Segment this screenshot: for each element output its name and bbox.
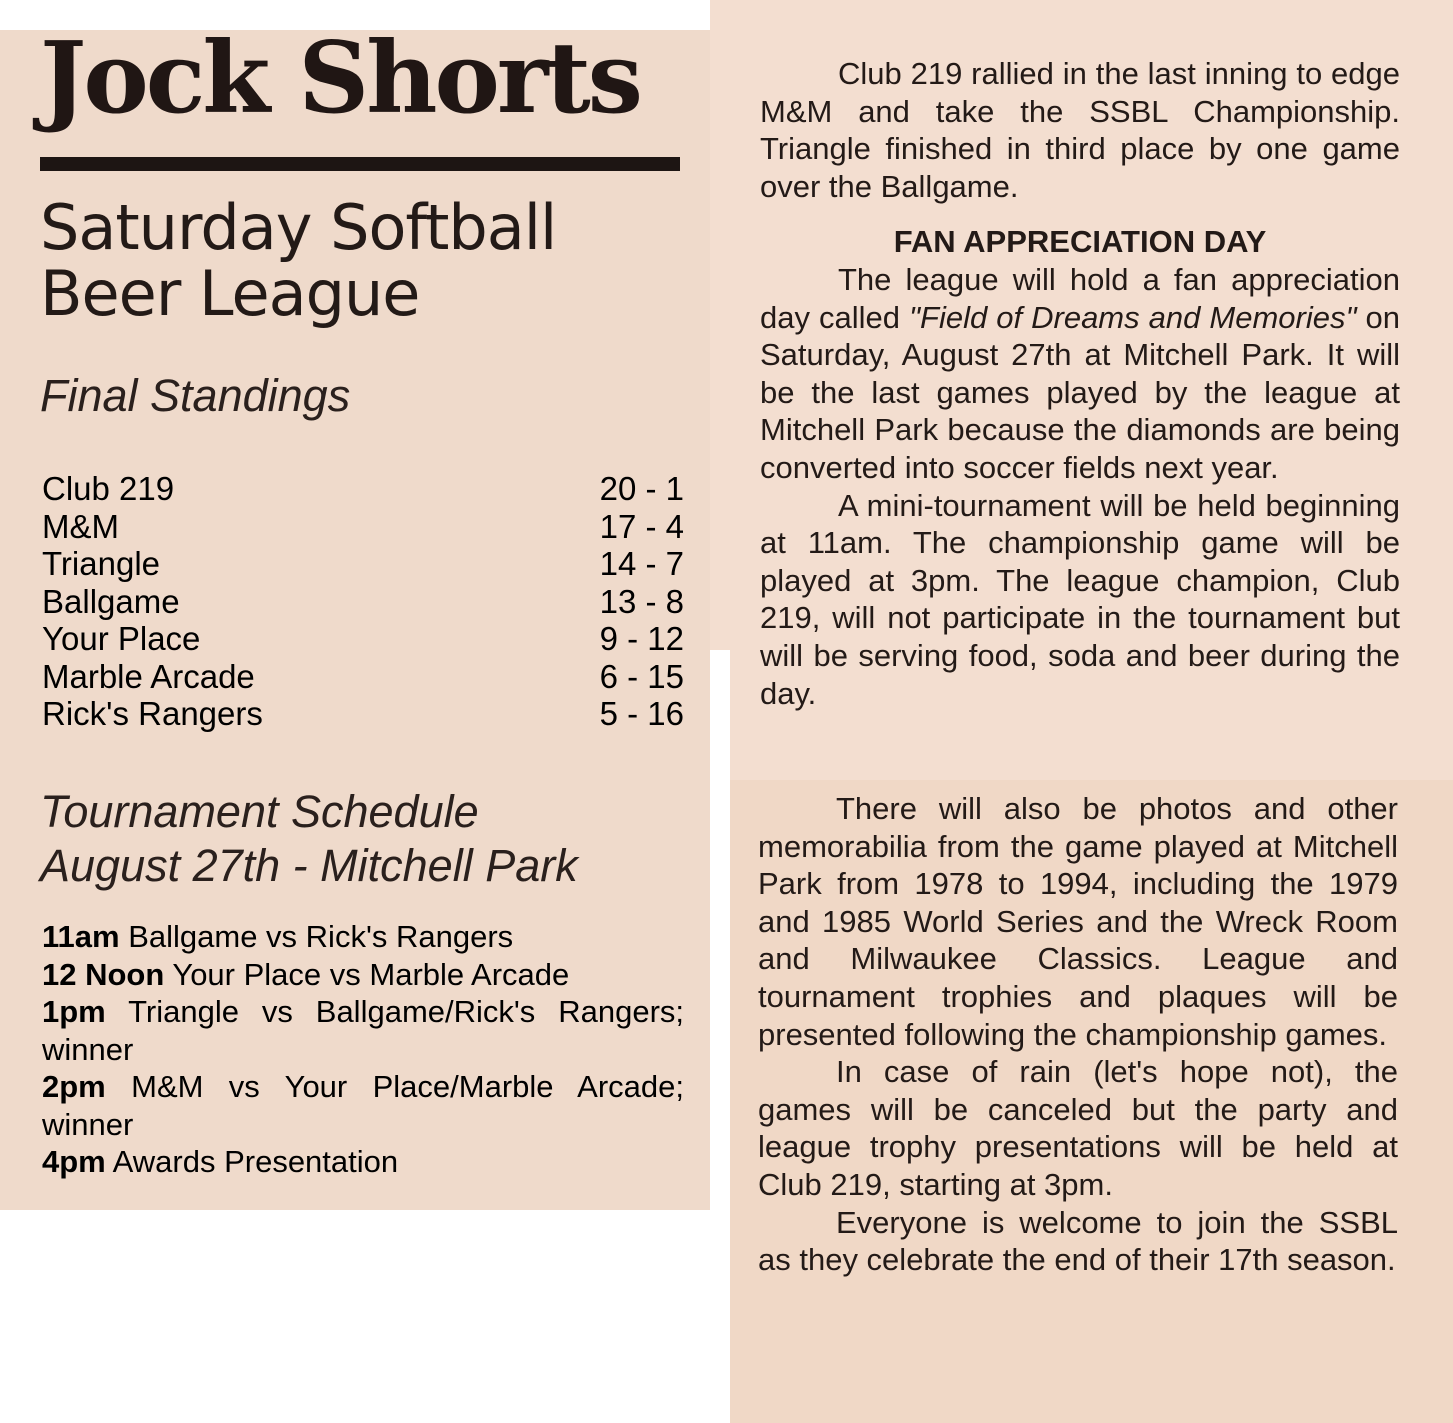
team-record: 14 - 7 bbox=[599, 545, 684, 582]
schedule-event: Triangle vs Ballgame/Rick's Rangers; winner bbox=[42, 994, 685, 1067]
schedule-item bbox=[42, 956, 684, 994]
standings-row bbox=[42, 583, 684, 621]
memorabilia-paragraph: There will also be photos and other memorabilia from the game played at Mitchell Park from 1978 to 1994, including the 1979 and 1985 World Series and the Wreck Room and Milwaukee Classics. League and tournament trophies and plaques will be presented following the championship games. bbox=[758, 791, 1398, 1052]
team-name: Rick's Rangers bbox=[42, 695, 263, 732]
fan-day-paragraph-1 bbox=[760, 261, 1400, 487]
fan-day-paragraph-2: A mini-tournament will be held beginning at 11am. The championship game will be played at 3pm. The league champion, Club 219, will not participate in the tournament but will be serving food, soda and beer during the day. bbox=[760, 487, 1400, 711]
schedule-event: M&M vs Your Place/Marble Arcade; winner bbox=[42, 1069, 685, 1142]
schedule-item bbox=[42, 918, 684, 956]
team-name: M&M bbox=[42, 507, 119, 545]
article-bottom-column bbox=[758, 790, 1398, 1279]
fan-day-heading: FAN APPRECIATION DAY bbox=[893, 224, 1267, 260]
schedule-item bbox=[42, 993, 684, 1068]
standings-row bbox=[42, 508, 684, 546]
schedule-time: 1pm bbox=[42, 994, 106, 1029]
team-name: Triangle bbox=[42, 545, 160, 582]
standings-row bbox=[42, 620, 684, 658]
standings-row bbox=[42, 695, 684, 733]
clipping-gap bbox=[710, 650, 730, 780]
team-name: Ballgame bbox=[42, 582, 180, 620]
schedule-event: Awards Presentation bbox=[112, 1144, 399, 1179]
schedule-time: 11am bbox=[42, 919, 120, 954]
fan-p1-after: on Saturday, August 27th at Mitchell Park. It will be the last games played by the league at Mitchell Park because the diamonds are being converted into soccer fields next year. bbox=[760, 299, 1400, 485]
standings-row bbox=[42, 470, 684, 508]
masthead-title: Jock Shorts bbox=[40, 21, 640, 136]
team-record: 6 - 15 bbox=[599, 657, 684, 695]
event-title: "Field of Dreams and Memories" bbox=[909, 299, 1357, 335]
schedule-time: 4pm bbox=[42, 1144, 106, 1179]
standings-row bbox=[42, 658, 684, 696]
schedule-item bbox=[42, 1068, 684, 1143]
standings-row bbox=[42, 545, 684, 583]
team-name: Club 219 bbox=[42, 470, 175, 507]
schedule-list bbox=[42, 918, 684, 1181]
schedule-event: Your Place vs Marble Arcade bbox=[172, 956, 570, 992]
standings-heading: Final Standings bbox=[40, 370, 351, 421]
article-intro: Club 219 rallied in the last inning to edge M&M and take the SSBL Championship. Triangle finished in third place by one game over the Ballgame. bbox=[760, 56, 1400, 204]
closing-paragraph: Everyone is welcome to join the SSBL as they celebrate the end of their 17th season. bbox=[758, 1204, 1398, 1278]
masthead-rule bbox=[40, 157, 680, 171]
team-record: 17 - 4 bbox=[599, 507, 684, 545]
team-record: 20 - 1 bbox=[599, 470, 684, 507]
schedule-item bbox=[42, 1143, 684, 1181]
standings-table bbox=[42, 470, 684, 733]
team-name: Your Place bbox=[42, 620, 201, 657]
league-title: Saturday Softball Beer League bbox=[40, 191, 557, 330]
schedule-event: Ballgame vs Rick's Rangers bbox=[128, 919, 514, 954]
schedule-heading bbox=[40, 785, 700, 893]
schedule-heading-line1: Tournament Schedule bbox=[40, 786, 479, 837]
schedule-heading-line2: August 27th - Mitchell Park bbox=[40, 840, 578, 891]
team-record: 5 - 16 bbox=[599, 695, 684, 732]
team-name: Marble Arcade bbox=[42, 657, 255, 695]
schedule-time: 2pm bbox=[42, 1069, 106, 1104]
team-record: 13 - 8 bbox=[599, 582, 684, 620]
fan-p1-before: The league will hold a fan appreciation day called bbox=[760, 261, 1400, 335]
schedule-time: 12 Noon bbox=[42, 956, 165, 992]
team-record: 9 - 12 bbox=[599, 620, 684, 657]
rain-paragraph: In case of rain (let's hope not), the games will be canceled but the party and league trophy presentations will be held at Club 219, starting at 3pm. bbox=[758, 1054, 1398, 1202]
article-top-column bbox=[760, 55, 1400, 712]
